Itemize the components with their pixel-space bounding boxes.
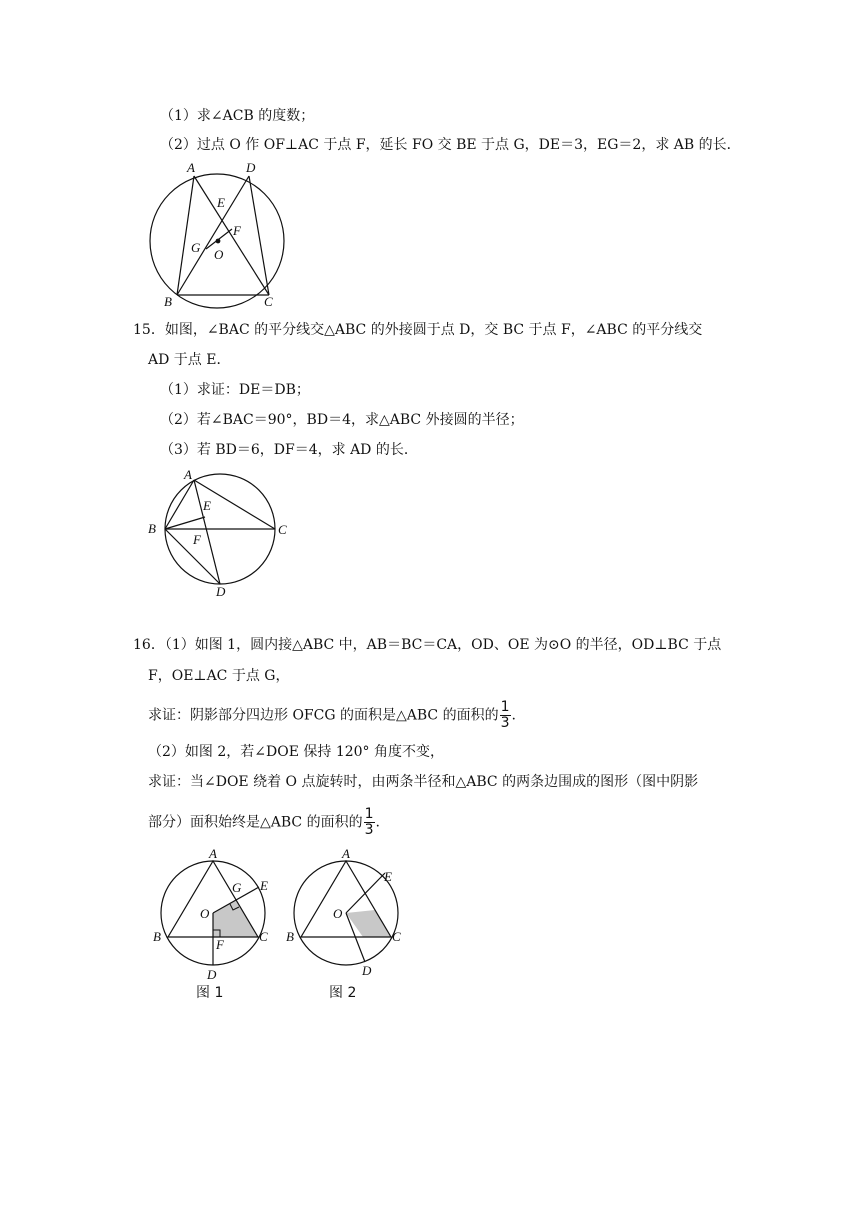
q14-label-F: F — [233, 223, 241, 238]
fig2-label-A: A — [342, 846, 350, 861]
q16-part2-prove-line2: 部分）面积始终是△ABC 的面积的 $\frac{1}{3}$ . — [148, 806, 380, 838]
fig1-caption: 图 1 — [196, 985, 224, 1001]
q16-stem-line2: F，OE⊥AC 于点 G， — [148, 668, 290, 684]
fig1-label-F: F — [216, 937, 224, 952]
q15-part2: （2）若∠BAC＝90°，BD＝4，求△ABC 外接圆的半径； — [160, 412, 524, 428]
q16-fraction-one-third-2: $\frac{1}{3}$ — [364, 806, 374, 838]
q14-label-G: G — [191, 240, 201, 255]
q15-part1: （1）求证：DE＝DB； — [160, 382, 310, 398]
q15-part3: （3）若 BD＝6，DF＝4，求 AD 的长． — [160, 442, 418, 458]
q16-figure-2 — [278, 845, 413, 989]
q14-label-D: D — [246, 160, 256, 175]
q14-figure — [140, 155, 300, 319]
q14-label-A: A — [187, 160, 195, 175]
fig2-caption: 图 2 — [329, 985, 357, 1001]
q16-part1-text: 求证：阴影部分四边形 OFCG 的面积是△ABC 的面积的 — [148, 707, 499, 724]
q16-part2-text: 部分）面积始终是△ABC 的面积的 — [148, 814, 363, 831]
fig2-label-B: B — [286, 929, 294, 944]
q16-part2-prove-line1: 求证：当∠DOE 绕着 O 点旋转时，由两条半径和△ABC 的两条边围成的图形（图中阴影 — [148, 774, 699, 790]
q16-fraction-one-third-1: $\frac{1}{3}$ — [500, 699, 510, 731]
q16-part1-prove: 求证：阴影部分四边形 OFCG 的面积是△ABC 的面积的 $\frac{1}{3}$ . — [148, 699, 516, 731]
fig1-label-D: D — [207, 967, 217, 982]
q14-part1: （1）求∠ACB 的度数； — [160, 108, 315, 124]
q15-figure — [140, 465, 300, 604]
q14-label-B: B — [164, 294, 172, 309]
fig1-label-O: O — [200, 906, 210, 921]
q14-label-E: E — [217, 195, 225, 210]
fig1-label-G: G — [232, 880, 242, 895]
q14-center-point — [216, 239, 221, 244]
q16-figure-1 — [145, 845, 280, 989]
q15-label-E: E — [203, 498, 211, 513]
q15-stem-line1: 15．如图，∠BAC 的平分线交△ABC 的外接圆于点 D，交 BC 于点 F，∠ABC 的平分线交 — [133, 322, 703, 338]
q16-part2: （2）如图 2，若∠DOE 保持 120° 角度不变， — [148, 744, 444, 760]
q14-part2: （2）过点 O 作 OF⊥AC 于点 F，延长 FO 交 BE 于点 G，DE＝3，EG＝2，求 AB 的长． — [160, 137, 741, 153]
q15-label-F: F — [193, 532, 201, 547]
fig1-label-B: B — [153, 929, 161, 944]
q15-label-B: B — [148, 521, 156, 536]
fig2-label-C: C — [392, 929, 401, 944]
fig2-label-E: E — [384, 869, 392, 884]
q14-label-O: O — [214, 247, 224, 262]
q16-stem-line1: 16．（1）如图 1，圆内接△ABC 中，AB＝BC＝CA，OD、OE 为⊙O 的半径，OD⊥BC 于点 — [133, 637, 722, 653]
fig1-label-A: A — [209, 846, 217, 861]
q15-label-D: D — [216, 584, 226, 599]
q14-label-C: C — [264, 294, 273, 309]
q15-label-A: A — [184, 467, 192, 482]
fig2-label-O: O — [333, 906, 343, 921]
fig2-label-D: D — [362, 963, 372, 978]
fig1-label-C: C — [259, 929, 268, 944]
q15-stem-line2: AD 于点 E． — [148, 352, 231, 368]
fig2-shaded-region — [346, 910, 391, 937]
fig1-label-E: E — [260, 878, 268, 893]
q15-label-C: C — [278, 522, 287, 537]
